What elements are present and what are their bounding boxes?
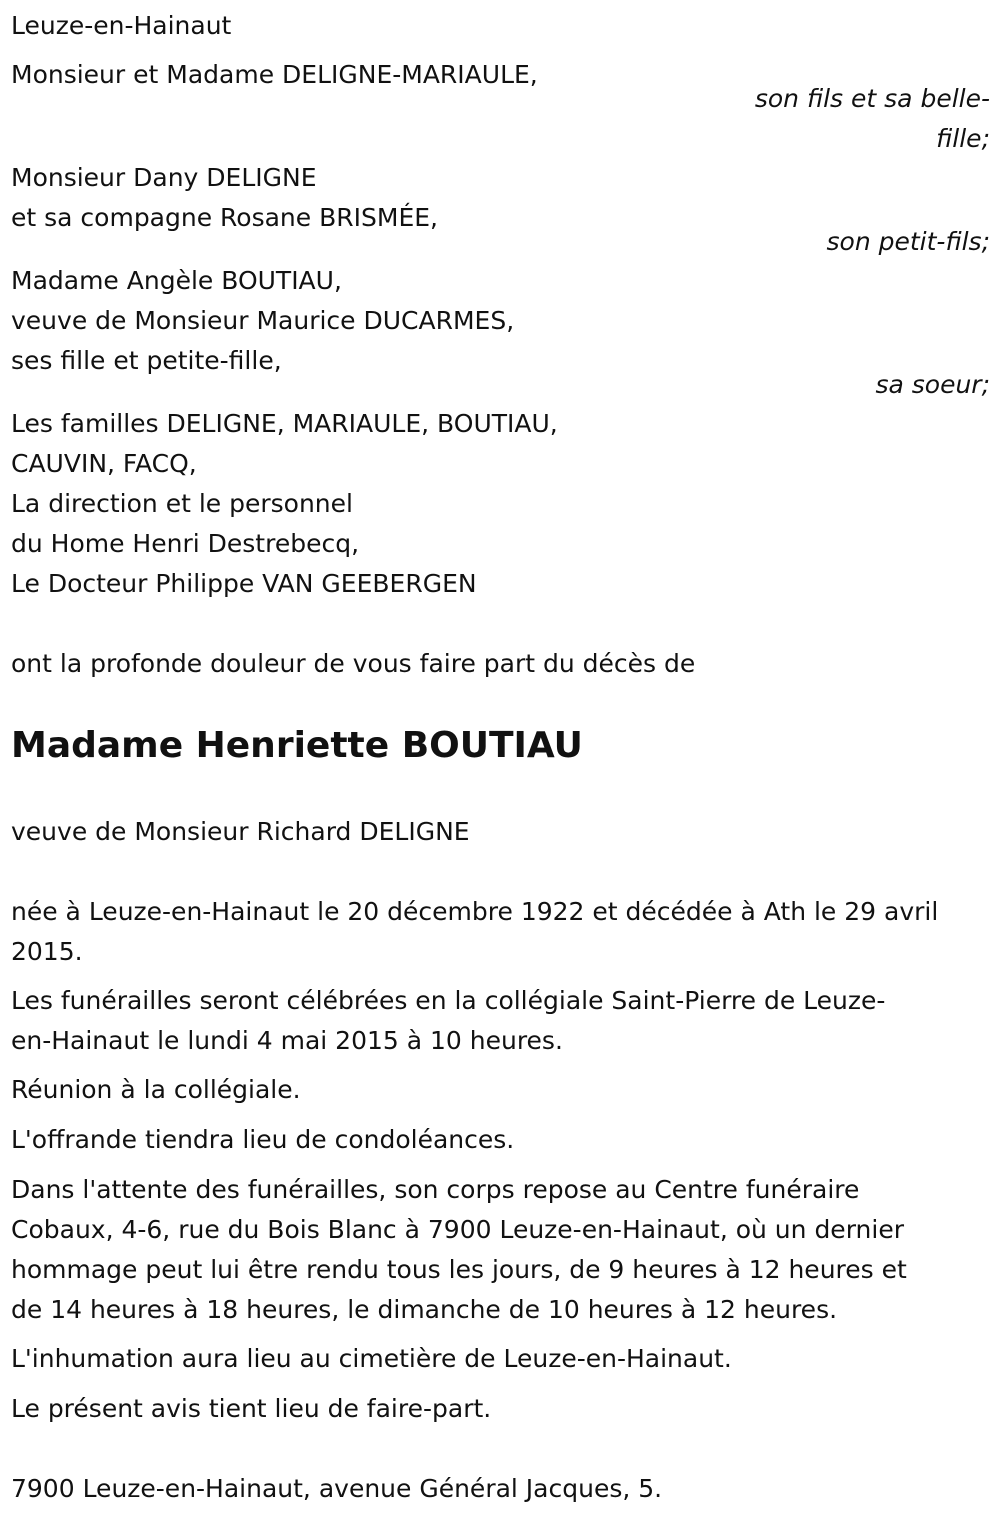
son-relation-line1: son fils et sa belle- (754, 84, 990, 113)
families-line-1: Les familles DELIGNE, MARIAULE, BOUTIAU, (11, 409, 558, 438)
burial-line: L'inhumation aura lieu au cimetière de Leuze-en-Hainaut. (11, 1344, 732, 1373)
families-line-2: CAUVIN, FACQ, (11, 449, 197, 478)
sister-relation: sa soeur; (875, 370, 990, 399)
staff-line-2: du Home Henri Destrebecq, (11, 529, 360, 558)
town-header: Leuze-en-Hainaut (11, 11, 232, 40)
rest-line-3: hommage peut lui être rendu tous les jours, de 9 heures à 12 heures et (11, 1255, 907, 1284)
son-relation-line2: fille; (936, 124, 990, 153)
offering-line: L'offrande tiendra lieu de condoléances. (11, 1125, 515, 1154)
doctor-line: Le Docteur Philippe VAN GEEBERGEN (11, 569, 477, 598)
birth-death-line-2: 2015. (11, 937, 83, 966)
funeral-line-2: en-Hainaut le lundi 4 mai 2015 à 10 heures. (11, 1026, 563, 1055)
staff-line-1: La direction et le personnel (11, 489, 353, 518)
widow-of-line: veuve de Monsieur Richard DELIGNE (11, 817, 470, 846)
meeting-line: Réunion à la collégiale. (11, 1075, 301, 1104)
birth-death-line-1: née à Leuze-en-Hainaut le 20 décembre 1922 et décédée à Ath le 29 avril (11, 897, 939, 926)
grandson-relation: son petit-fils; (826, 227, 990, 256)
sister-name: Madame Angèle BOUTIAU, (11, 266, 342, 295)
sister-widow-of: veuve de Monsieur Maurice DUCARMES, (11, 306, 515, 335)
grandson-name: Monsieur Dany DELIGNE (11, 163, 317, 192)
grandson-partner: et sa compagne Rosane BRISMÉE, (11, 203, 438, 232)
son-names: Monsieur et Madame DELIGNE-MARIAULE, (11, 60, 538, 89)
announcement-text: ont la profonde douleur de vous faire part du décès de (11, 649, 696, 678)
rest-line-4: de 14 heures à 18 heures, le dimanche de 10 heures à 12 heures. (11, 1295, 838, 1324)
notice-line: Le présent avis tient lieu de faire-part. (11, 1394, 492, 1423)
home-address: 7900 Leuze-en-Hainaut, avenue Général Jacques, 5. (11, 1474, 663, 1503)
sister-descendants: ses fille et petite-fille, (11, 346, 282, 375)
rest-line-2: Cobaux, 4-6, rue du Bois Blanc à 7900 Leuze-en-Hainaut, où un dernier (11, 1215, 904, 1244)
funeral-line-1: Les funérailles seront célébrées en la collégiale Saint-Pierre de Leuze- (11, 986, 886, 1015)
deceased-name: Madame Henriette BOUTIAU (11, 725, 583, 766)
rest-line-1: Dans l'attente des funérailles, son corps repose au Centre funéraire (11, 1175, 860, 1204)
